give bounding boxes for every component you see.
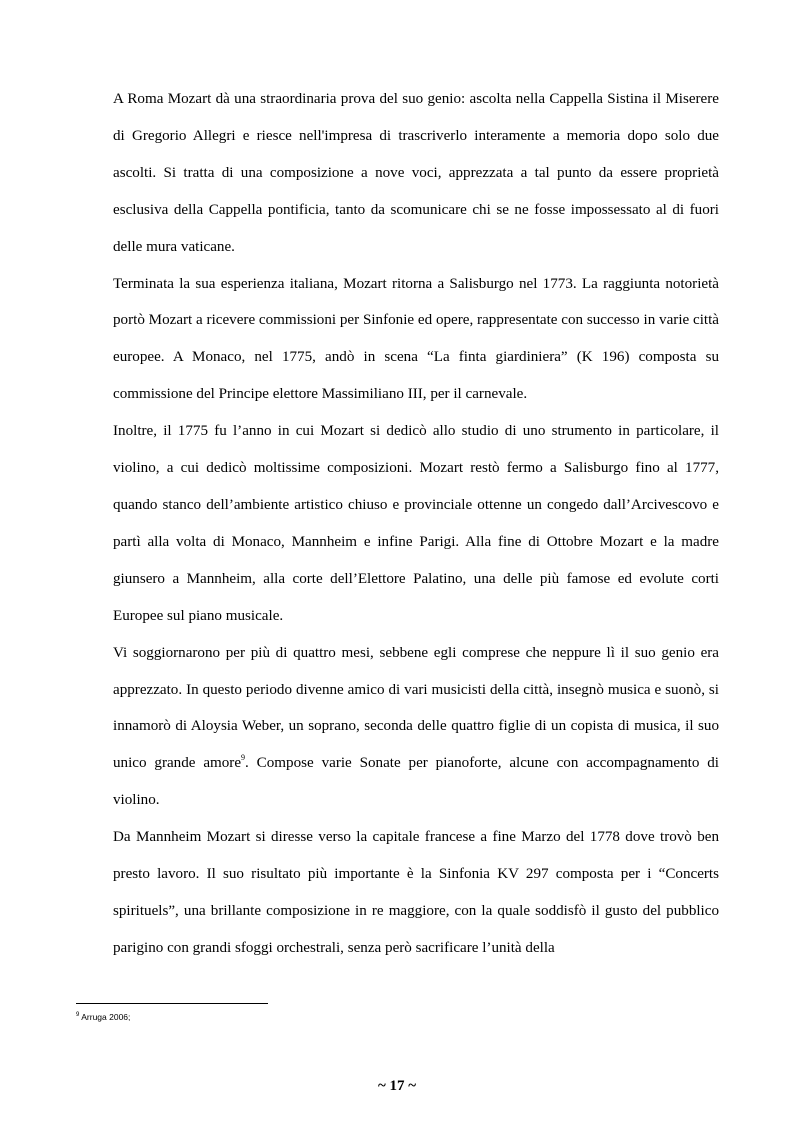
paragraph-text-before-ref: Vi soggiornarono per più di quattro mesi, sebbene egli comprese che neppure lì il suo genio era apprezzato. In questo periodo divenne amico di vari musicisti della città, insegnò musica e suonò, si innamorò di Aloysia Weber, un soprano, seconda delle quattro figlie di un copista di musica, il suo unico grande amore: [113, 644, 719, 772]
paragraph-rome-miserere: A Roma Mozart dà una straordinaria prova del suo genio: ascolta nella Cappella Sistina il Miserere di Gregorio Allegri e riesce nell'impresa di trascriverlo interamente a memoria dopo solo due ascolti. Si tratta di una composizione a nove voci, apprezzata a tal punto da essere proprietà esclusiva della Cappella pontificia, tanto da scomunicare chi se ne fosse impossessato al di fuori delle mura vaticane.: [113, 91, 719, 255]
paragraph-mannheim-stay: [113, 635, 719, 820]
page-number: ~ 17 ~: [377, 1078, 417, 1094]
footnote-reference[interactable]: 9: [241, 753, 246, 763]
paragraph-violin-journey: Inoltre, il 1775 fu l’anno in cui Mozart si dedicò allo studio di uno strumento in particolare, il violino, a cui dedicò moltissime composizioni. Mozart restò fermo a Salisburgo fino al 1777, quando stanco dell’ambiente artistico chiuso e provinciale ottenne un congedo dall’Arcivescovo e partì alla volta di Monaco, Mannheim e infine Parigi. Alla fine di Ottobre Mozart e la madre giunsero a Mannheim, alla corte dell’Elettore Palatino, una delle più famose ed evolute corti Europee sul piano musicale.: [113, 423, 719, 624]
footnote-separator: [76, 1003, 268, 1004]
paragraph-return-salzburg: Terminata la sua esperienza italiana, Mozart ritorna a Salisburgo nel 1773. La raggiunta notorietà portò Mozart a ricevere commissioni per Sinfonie ed opere, rappresentate con successo in varie città europee. A Monaco, nel 1775, andò in scena “La finta giardiniera” (K 196) composta su commissione del Principe elettore Massimiliano III, per il carnevale.: [113, 275, 719, 403]
paragraph-paris: Da Mannheim Mozart si diresse verso la capitale francese a fine Marzo del 1778 dove trovò ben presto lavoro. Il suo risultato più importante è la Sinfonia KV 297 composta per i “Concerts spirituels”, una brillante composizione in re maggiore, con la quale soddisfò il gusto del pubblico parigino con grandi sfoggi orchestrali, senza però sacrificare l’unità della: [113, 829, 719, 956]
footnote: [76, 1011, 130, 1023]
footnote-text: Arruga 2006;: [79, 1012, 131, 1022]
paragraph-text-after-ref: . Compose varie Sonate per pianoforte, alcune con accompagnamento di violino.: [113, 755, 719, 809]
footnote-number: 9: [76, 1012, 80, 1018]
main-text: [113, 81, 719, 967]
